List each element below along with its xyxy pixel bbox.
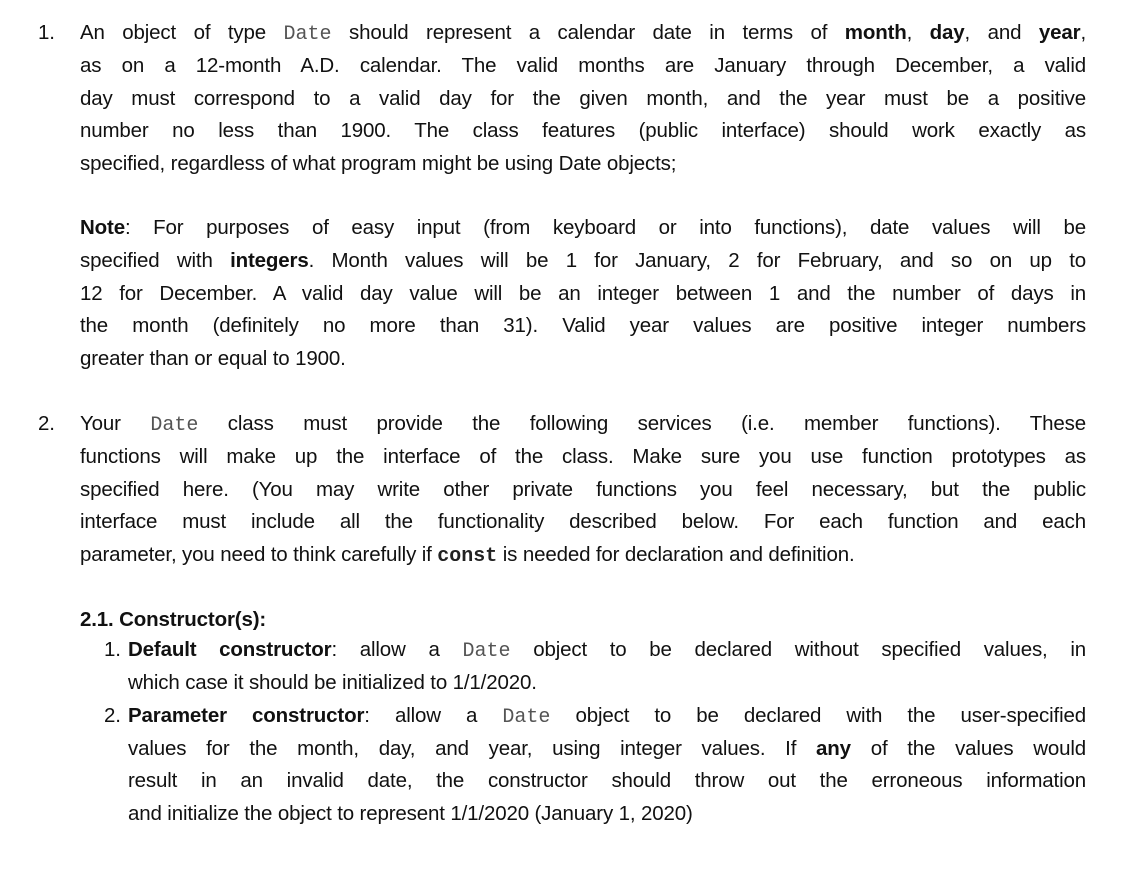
text-line xyxy=(80,277,1086,310)
text-span: and initialize the object to represent 1/1/2020 (January 1, 2020) xyxy=(128,801,693,825)
code-text: Date xyxy=(283,23,332,46)
text-line xyxy=(80,440,1086,473)
text-span: Your xyxy=(80,412,151,435)
bold-text: Note xyxy=(80,216,125,239)
text-span: : allow a xyxy=(364,704,503,727)
text-span: : allow a xyxy=(331,638,463,661)
bold-text: month xyxy=(844,21,907,44)
text-span: : For purposes of easy input (from keyboard or into functions), date values will be xyxy=(124,216,1086,239)
text-span: greater than or equal to 1900. xyxy=(80,347,346,371)
text-span: 12 for December. A valid day value will be an integer between 1 and the number of days in xyxy=(80,281,1086,305)
bold-text: Default constructor xyxy=(128,638,332,661)
text-line xyxy=(128,633,1086,666)
text-span: specified, regardless of what program might be using Date objects; xyxy=(80,152,677,176)
text-line xyxy=(80,538,1086,571)
text-line xyxy=(80,505,1086,538)
text-span: the month (definitely no more than 31). Valid year values are positive integer numbers xyxy=(80,314,1086,338)
text-span: class must provide the following services (i.e. member functions). These xyxy=(198,412,1086,435)
text-span: result in an invalid date, the constructor should throw out the erroneous information xyxy=(128,769,1086,793)
text-line xyxy=(80,147,1086,180)
text-span: specified with xyxy=(80,248,231,272)
text-span: , xyxy=(906,21,930,44)
text-span: object to be declared with the user-specified xyxy=(550,704,1086,727)
text-line xyxy=(80,244,1086,277)
text-span: An object of type xyxy=(80,21,284,44)
bold-text: any xyxy=(816,736,851,760)
list-number: 1. xyxy=(38,21,55,44)
text-line xyxy=(80,407,1086,440)
bold-text: Parameter constructor xyxy=(128,704,365,727)
text-span: parameter, you need to think carefully if xyxy=(80,543,438,567)
text-line xyxy=(80,114,1086,147)
text-span: which case it should be initialized to 1/1/2020. xyxy=(128,670,537,694)
text-span: , and xyxy=(964,21,1039,44)
list-number: 2. xyxy=(104,704,121,727)
text-line xyxy=(80,211,1086,244)
text-line xyxy=(128,666,1086,699)
text-line xyxy=(80,49,1086,82)
bold-text: day xyxy=(929,21,965,44)
bold-text: integers xyxy=(230,248,309,272)
list-number: 1. xyxy=(104,638,121,661)
text-span: day must correspond to a valid day for the given month, and the year must be a positive xyxy=(80,86,1086,110)
text-line xyxy=(128,764,1086,797)
section-heading: 2.1. Constructor(s): xyxy=(80,608,267,631)
code-text: const xyxy=(437,545,498,569)
text-span: specified here. (You may write other private functions you feel necessary, but the public xyxy=(80,477,1086,501)
text-line xyxy=(128,732,1086,765)
text-line xyxy=(80,82,1086,115)
code-text: Date xyxy=(462,640,511,663)
text-span: should represent a calendar date in terms of xyxy=(331,21,845,44)
text-line xyxy=(80,473,1086,506)
text-span: . Month values will be 1 for January, 2 for February, and so on up to xyxy=(308,248,1087,272)
text-line xyxy=(128,797,1086,830)
text-span: object to be declared without specified values, in xyxy=(510,638,1086,661)
code-text: Date xyxy=(502,706,551,729)
text-span: interface must include all the functionality described below. For each function and each xyxy=(80,510,1086,534)
text-span: functions will make up the interface of the class. Make sure you use function prototypes as xyxy=(80,444,1086,468)
text-line xyxy=(128,699,1086,732)
text-line xyxy=(80,309,1086,342)
code-text: Date xyxy=(150,414,199,437)
text-span: is needed for declaration and definition. xyxy=(497,543,855,567)
text-line xyxy=(80,16,1086,49)
text-span: of the values would xyxy=(850,736,1087,760)
text-span: , xyxy=(1080,21,1086,44)
text-span: values for the month, day, and year, using integer values. If xyxy=(128,736,817,760)
bold-text: year xyxy=(1038,21,1081,44)
list-number: 2. xyxy=(38,412,55,435)
text-span: number no less than 1900. The class features (public interface) should work exactly as xyxy=(80,119,1086,143)
text-line xyxy=(80,342,1086,375)
text-span: as on a 12-month A.D. calendar. The valid months are January through December, a valid xyxy=(80,53,1086,77)
